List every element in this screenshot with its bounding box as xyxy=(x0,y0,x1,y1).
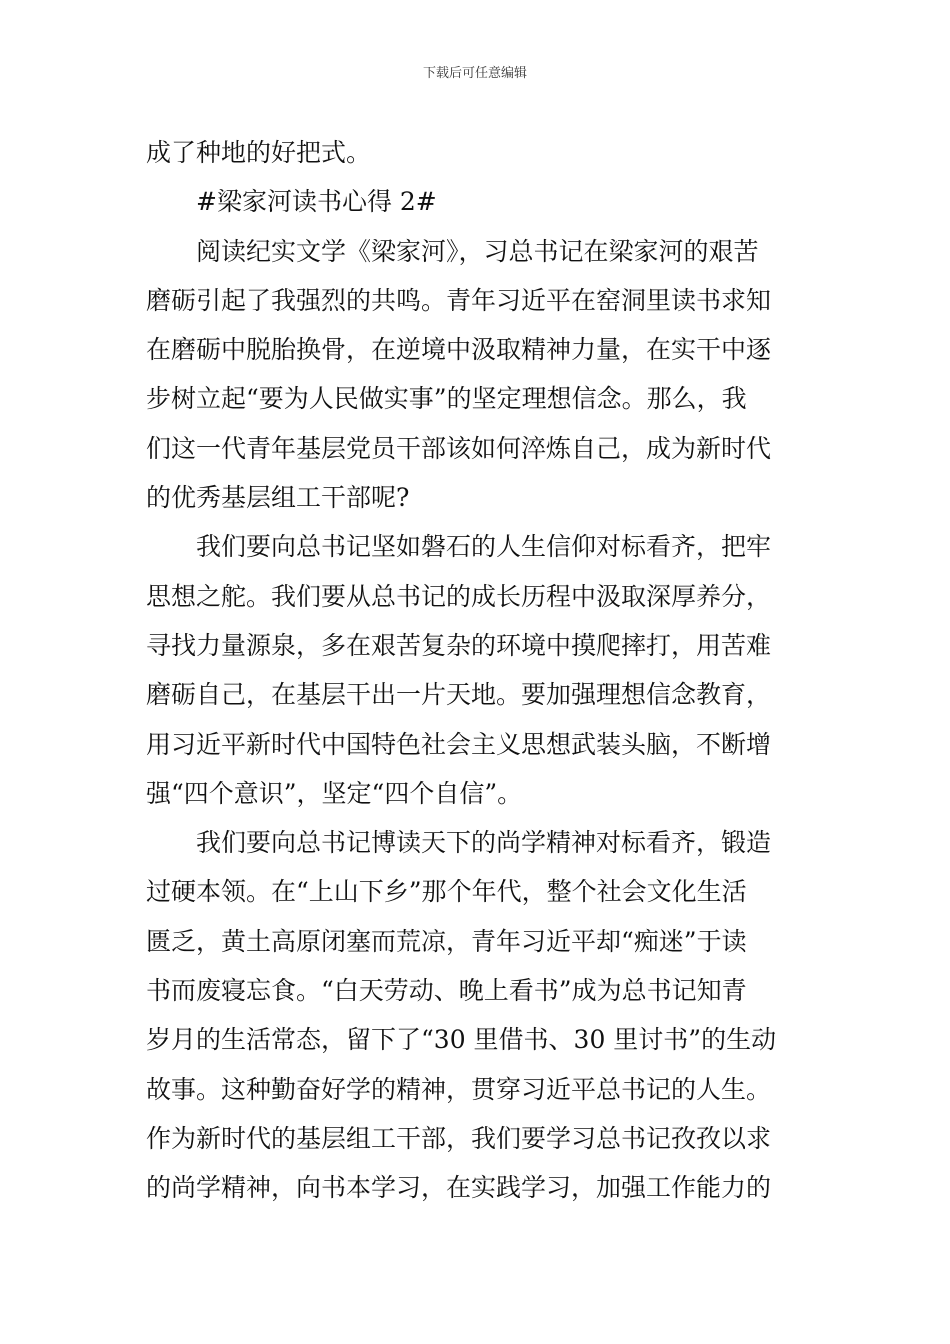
text-line: 用习近平新时代中国特色社会主义思想武装头脑，不断增 xyxy=(146,729,772,759)
paragraph-start-line: 我们要向总书记坚如磐石的人生信仰对标看齐，把牢 xyxy=(196,532,772,562)
text-line: 磨砺自己，在基层干出一片天地。要加强理想信念教育， xyxy=(146,680,772,710)
paragraph-start-line: 阅读纪实文学《梁家河》，习总书记在梁家河的艰苦 xyxy=(196,236,759,266)
text-line: 们这一代青年基层党员干部该如何淬炼自己，成为新时代 xyxy=(146,433,772,463)
section-heading: #梁家河读书心得 2# xyxy=(196,187,437,217)
document-body xyxy=(146,128,806,1213)
text-line: 作为新时代的基层组工干部，我们要学习总书记孜孜以求 xyxy=(146,1123,772,1153)
text-line: 步树立起“要为人民做实事”的坚定理想信念。那么，我 xyxy=(146,384,747,414)
text-line: 在磨砺中脱胎换骨，在逆境中汲取精神力量，在实干中逐 xyxy=(146,335,772,365)
text-line: 寻找力量源泉，多在艰苦复杂的环境中摸爬摔打，用苦难 xyxy=(146,630,772,660)
text-line: 故事。这种勤奋好学的精神，贯穿习近平总书记的人生。 xyxy=(146,1074,772,1104)
text-line: 书而废寝忘食。“白天劳动、晚上看书”成为总书记知青 xyxy=(146,976,747,1006)
page-header-note: 下载后可任意编辑 xyxy=(422,66,527,81)
text-line: 的优秀基层组工干部呢? xyxy=(146,483,410,513)
text-line: 成了种地的好把式。 xyxy=(146,138,372,167)
text-line: 岁月的生活常态，留下了“30 里借书、30 里讨书”的生动 xyxy=(146,1025,777,1055)
text-line: 匮乏，黄土高原闭塞而荒凉，青年习近平却“痴迷”于读 xyxy=(146,926,747,956)
text-line: 的尚学精神，向书本学习，在实践学习，加强工作能力的 xyxy=(146,1173,772,1203)
text-line: 过硬本领。在“上山下乡”那个年代，整个社会文化生活 xyxy=(146,877,747,907)
paragraph-start-line: 我们要向总书记博读天下的尚学精神对标看齐，锻造 xyxy=(196,828,772,858)
text-line: 强“四个意识”，坚定“四个自信”。 xyxy=(146,778,523,808)
text-line: 磨砺引起了我强烈的共鸣。青年习近平在窑洞里读书求知 xyxy=(146,285,772,315)
text-line: 思想之舵。我们要从总书记的成长历程中汲取深厚养分， xyxy=(146,581,772,611)
